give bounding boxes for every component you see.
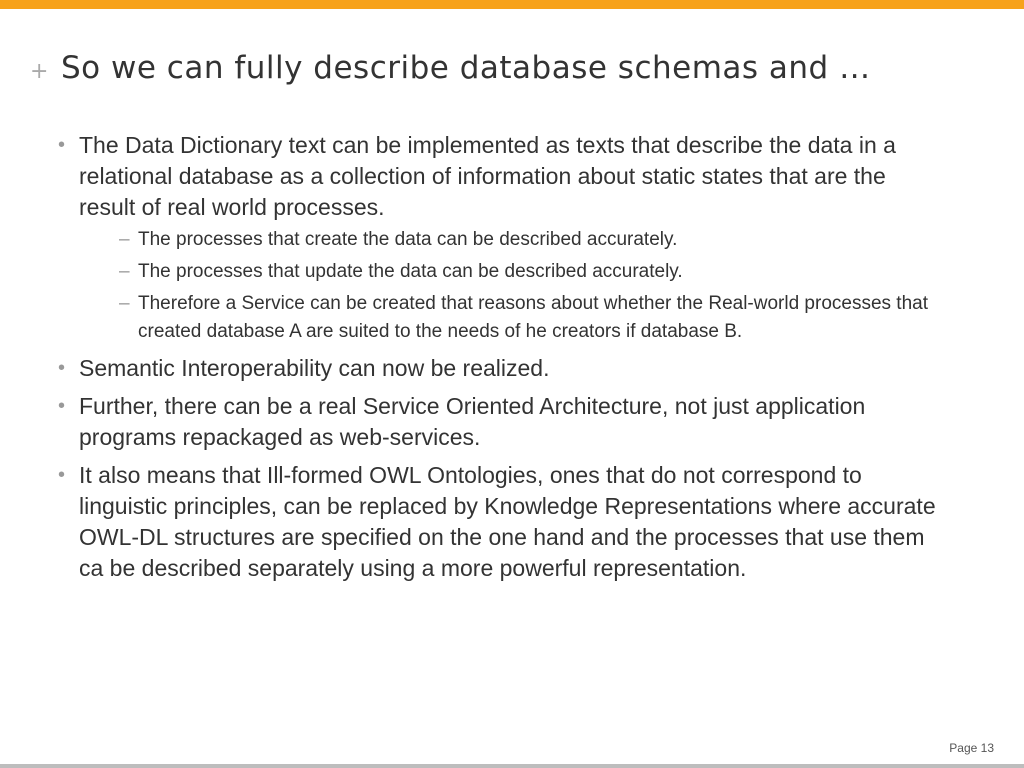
dash-icon: –	[119, 261, 130, 282]
bullet-item	[58, 460, 948, 584]
bullet-item	[58, 130, 948, 346]
bullet-item	[58, 353, 948, 384]
title-plus-icon: +	[30, 59, 49, 84]
sub-bullet-text: Therefore a Service can be created that reasons about whether the Real-world processes that created database A are suited to the needs of he creators if database B.	[138, 293, 928, 342]
bottom-footer-bar	[0, 764, 1024, 768]
bullet-dot-icon: •	[58, 134, 66, 156]
sub-bullet-text: The processes that update the data can be described accurately.	[138, 261, 683, 282]
sub-bullet-item	[79, 226, 948, 254]
sub-bullet-list	[79, 226, 948, 346]
bullet-item	[58, 391, 948, 453]
bullet-dot-icon: •	[58, 464, 66, 486]
bullet-dot-icon: •	[58, 395, 66, 417]
page-number: Page 13	[949, 741, 994, 755]
dash-icon: –	[119, 293, 130, 314]
sub-bullet-item	[79, 258, 948, 286]
top-accent-bar	[0, 0, 1024, 9]
slide-content	[58, 130, 948, 591]
slide-title: So we can fully describe database schemas and …	[61, 50, 871, 86]
sub-bullet-text: The processes that create the data can be described accurately.	[138, 229, 678, 250]
bullet-dot-icon: •	[58, 357, 66, 379]
bullet-text: Semantic Interoperability can now be realized.	[79, 355, 550, 381]
bullet-text: Further, there can be a real Service Oriented Architecture, not just application programs repackaged as web-services.	[79, 393, 866, 450]
slide-title-row	[30, 50, 1000, 94]
bullet-text: It also means that Ill-formed OWL Ontologies, ones that do not correspond to linguistic principles, can be replaced by Knowledge Representations where accurate OWL-DL structures are specified on the one hand and the processes that use them ca be described separately using a more powerful representation.	[79, 462, 936, 581]
bullet-text: The Data Dictionary text can be implemented as texts that describe the data in a relational database as a collection of information about static states that are the result of real world processes.	[79, 132, 896, 220]
dash-icon: –	[119, 229, 130, 250]
sub-bullet-item	[79, 290, 948, 346]
